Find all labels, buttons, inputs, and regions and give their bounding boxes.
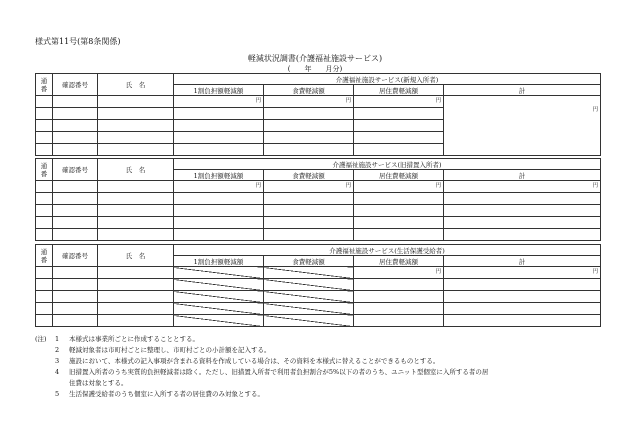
form-number: 様式第11号(第8条関係) <box>35 37 121 46</box>
header-name: 氏 名 <box>98 159 174 181</box>
header-confirmation-number: 確認番号 <box>53 245 98 267</box>
not-applicable-cell <box>174 291 264 303</box>
table-row <box>36 205 601 217</box>
table-row <box>36 291 601 303</box>
not-applicable-cell <box>264 303 354 315</box>
table-row <box>36 315 601 327</box>
not-applicable-cell <box>174 315 264 327</box>
yen-unit: 円 <box>592 107 599 113</box>
table-row <box>36 96 601 108</box>
notes-section <box>35 334 605 400</box>
yen-unit: 円 <box>354 267 444 279</box>
header-food: 食費軽減額 <box>264 85 354 96</box>
header-residence: 居住費軽減額 <box>354 256 444 267</box>
table-new-residents <box>35 73 601 156</box>
header-food: 食費軽減額 <box>264 170 354 181</box>
note-item-continuation: 住費は対象とする。 <box>69 379 128 387</box>
not-applicable-cell <box>264 291 354 303</box>
table-welfare-recipients <box>35 244 601 327</box>
header-serial: 通 番 <box>36 74 53 96</box>
table-former-measure-residents <box>35 158 601 241</box>
not-applicable-cell <box>264 267 354 279</box>
yen-unit: 円 <box>354 181 444 193</box>
header-name: 氏 名 <box>98 245 174 267</box>
note-item: (注) 1 本様式は事業所ごとに作成することとする。 <box>35 335 199 343</box>
table-row <box>36 181 601 193</box>
document-title: 軽減状況調書(介護福祉施設サービス) <box>247 54 383 63</box>
header-burden: 1割負担額軽減額 <box>174 85 264 96</box>
yen-unit: 円 <box>174 96 264 108</box>
not-applicable-cell <box>174 267 264 279</box>
total-cell <box>444 96 601 156</box>
table-row <box>36 229 601 241</box>
note-item: 3 施設において、本様式の記入事項が含まれる資料を作成している場合は、その資料を本様式に替えることができるものとする。 <box>55 357 440 365</box>
yen-unit: 円 <box>444 267 601 279</box>
reporting-period: ( 年 月分) <box>287 65 343 73</box>
header-residence: 居住費軽減額 <box>354 170 444 181</box>
not-applicable-cell <box>264 315 354 327</box>
header-confirmation-number: 確認番号 <box>53 74 98 96</box>
service-label: 介護福祉施設サービス(旧措置入所者) <box>174 159 601 170</box>
table-row <box>36 193 601 205</box>
note-item: 2 軽減対象者は市町村ごとに整理し、市町村ごとの小計額を記入する。 <box>55 346 271 354</box>
yen-unit: 円 <box>174 181 264 193</box>
table-row <box>36 303 601 315</box>
header-total: 計 <box>444 170 601 181</box>
service-label: 介護福祉施設サービス(新規入所者) <box>174 74 601 85</box>
note-item: 5 生活保護受給者のうち個室に入所する者の居住費のみ対象とする。 <box>55 390 264 398</box>
header-residence: 居住費軽減額 <box>354 85 444 96</box>
table-row <box>36 267 601 279</box>
not-applicable-cell <box>174 279 264 291</box>
header-serial: 通 番 <box>36 245 53 267</box>
yen-unit: 円 <box>264 181 354 193</box>
notes-prefix: (注) <box>35 335 47 343</box>
table-row <box>36 279 601 291</box>
yen-unit: 円 <box>444 181 601 193</box>
not-applicable-cell <box>264 279 354 291</box>
header-total: 計 <box>444 85 601 96</box>
header-food: 食費軽減額 <box>264 256 354 267</box>
note-item: 4 旧措置入所者のうち実質的負担軽減者は除く。ただし、旧措置入所者で利用者負担割合が5%以下の者のうち、ユニット型個室に入所する者の居 <box>55 368 489 376</box>
yen-unit: 円 <box>264 96 354 108</box>
header-confirmation-number: 確認番号 <box>53 159 98 181</box>
not-applicable-cell <box>174 303 264 315</box>
header-serial: 通 番 <box>36 159 53 181</box>
header-name: 氏 名 <box>98 74 174 96</box>
header-burden: 1割負担額軽減額 <box>174 256 264 267</box>
service-label: 介護福祉施設サービス(生活保護受給者) <box>174 245 601 256</box>
header-burden: 1割負担額軽減額 <box>174 170 264 181</box>
table-row <box>36 217 601 229</box>
header-total: 計 <box>444 256 601 267</box>
yen-unit: 円 <box>354 96 444 108</box>
